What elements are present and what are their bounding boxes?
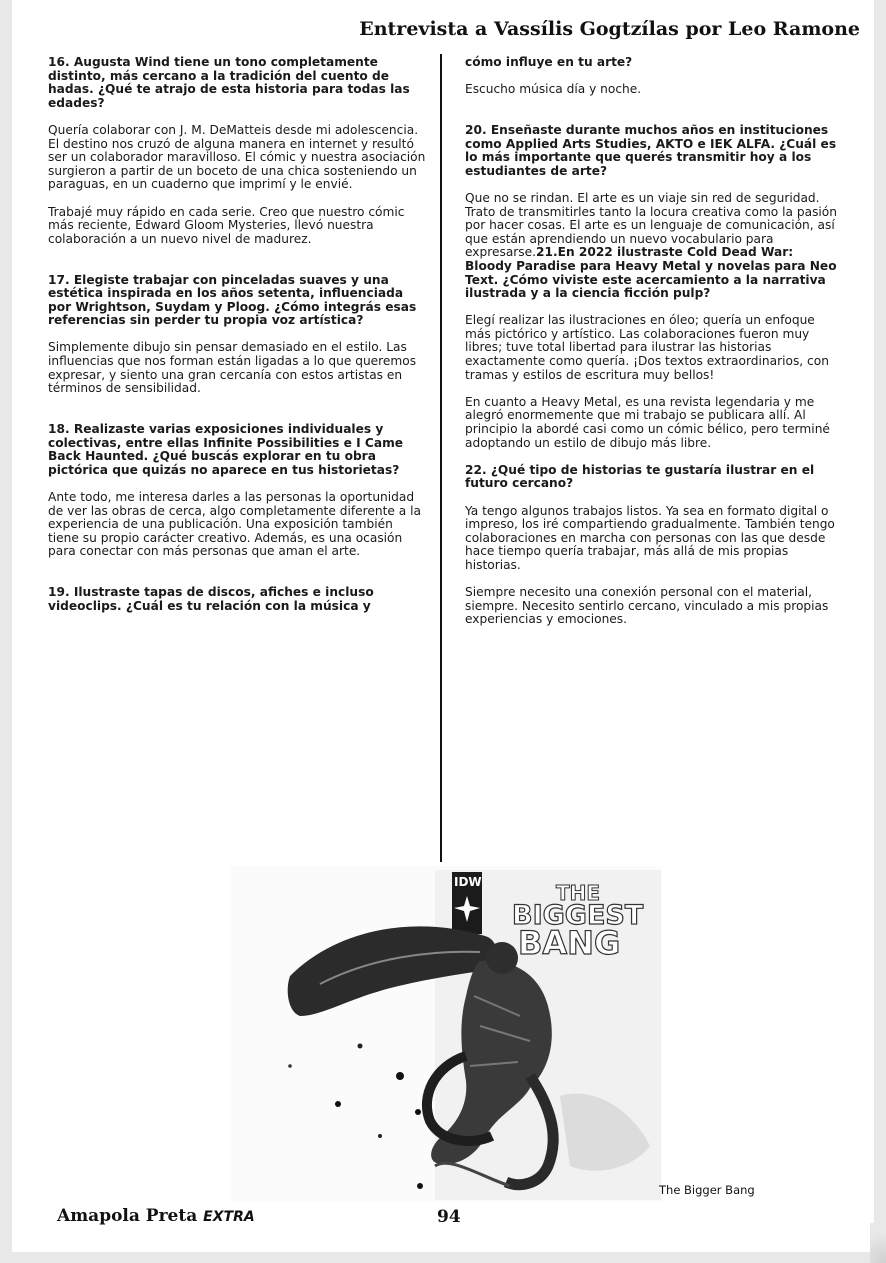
brand-extra: EXTRA xyxy=(203,1209,255,1225)
answer-21-paragraph-2: En cuanto a Heavy Metal, es una revista legendaria y me alegró enormemente que mi trabajo se publicara allí. Al principio la abordé casi como un cómic bélico, pero terminé adoptando un estilo de dibujo más libre. xyxy=(465,394,830,450)
answer-17: Simplemente dibujo sin pensar demasiado en el estilo. Las influencias que nos forman están ligadas a lo que queremos expresar, y siento una gran cercanía con estos artistas en términos de sensibilidad. xyxy=(48,340,417,396)
page-number: 94 xyxy=(437,1207,461,1227)
question-18: 18. Realizaste varias exposiciones individuales y colectivas, entre ellas Infinite Possibilities e I Came Back Haunted. ¿Qué buscás explorar en tu obra pictórica que quizás no aparece en tus historietas? xyxy=(48,422,404,477)
answer-21-paragraph-1: Elegí realizar las ilustraciones en óleo; quería un enfoque más pictórico y artístico. Las colaboraciones fueron muy libres; tuve total libertad para ilustrar las historias exactamente como quería. ¡Dos textos extraordinarios, con tramas y estilos de escritura muy bellos! xyxy=(465,313,829,382)
brand-name: Amapola Preta xyxy=(57,1206,198,1226)
article-header-title: Entrevista a Vassílis Gogtzílas por Leo Ramone xyxy=(359,18,860,40)
magazine-page xyxy=(12,0,874,1252)
cover-title-line-1: THE xyxy=(556,881,601,905)
right-column xyxy=(465,56,841,627)
question-17: 17. Elegiste trabajar con pinceladas suaves y una estética inspirada en los años setenta, influenciada por Wrightson, Suydam y Ploog. ¿Cómo integrás esas referencias sin perder tu propia voz artística? xyxy=(48,272,417,328)
magazine-brand xyxy=(57,1206,255,1226)
question-21: 21.En 2022 ilustraste Cold Dead War: Bloody Paradise para Heavy Metal y novelas para Neo Text. ¿Cómo viviste este acercamiento a la narrativa ilustrada y a la ciencia ficción pulp? xyxy=(465,245,837,301)
publisher-logo-text: IDW xyxy=(454,875,482,889)
question-20: 20. Enseñaste durante muchos años en instituciones como Applied Arts Studies, AKTO e IEK ALFA. ¿Cuál es lo más importante que querés transmitir hoy a los estudiantes de arte? xyxy=(465,122,837,178)
answer-22-paragraph-1: Ya tengo algunos trabajos listos. Ya sea en formato digital o impreso, los iré compartiendo gradualmente. También tengo colaboraciones en marcha con personas con las que desde hace tiempo quería trabajar, más allá de mis propias historias. xyxy=(465,503,835,572)
comic-cover-illustration xyxy=(230,866,662,1202)
cover-title-line-2: BIGGEST xyxy=(512,900,644,931)
page-curl-shadow xyxy=(870,1223,886,1263)
question-22: 22. ¿Qué tipo de historias te gustaría ilustrar en el futuro cercano? xyxy=(465,462,815,491)
comic-cover-image xyxy=(230,866,662,1202)
answer-20-text: Que no se rindan. El arte es un viaje sin red de seguridad. Trato de transmitirles tanto la locura creativa como la pasión por hacer cosas. El arte es un lenguaje de comunicación, así que están aprendiendo un nuevo vocabulario para expresarse. xyxy=(465,190,837,260)
answer-22-paragraph-2: Siempre necesito una conexión personal con el material, siempre. Necesito sentirlo cercano, vinculado a mis propias experiencias y emociones. xyxy=(465,585,829,627)
question-16: 16. Augusta Wind tiene un tono completamente distinto, más cercano a la tradición del cuento de hadas. ¿Qué te atrajo de esta historia para todas las edades? xyxy=(48,55,410,110)
figure-head xyxy=(486,942,518,974)
answer-19: Escucho música día y noche. xyxy=(465,82,642,97)
image-caption: The Bigger Bang xyxy=(659,1183,755,1197)
question-19: 19. Ilustraste tapas de discos, afiches e incluso videoclips. ¿Cuál es tu relación con la música y xyxy=(48,585,374,613)
answer-16-paragraph-1: Quería colaborar con J. M. DeMatteis desde mi adolescencia. El destino nos cruzó de alguna manera en internet y resultó ser un colaborador maravilloso. El cómic y nuestra asociación surgieron a partir de un boceto de una chica sosteniendo un paraguas, en un cuaderno que imprimí y le envié. xyxy=(48,122,426,192)
answer-20 xyxy=(465,192,841,301)
left-column xyxy=(48,56,426,613)
answer-18: Ante todo, me interesa darles a las personas la oportunidad de ver las obras de cerca, algo completamente diferente a la experiencia de una publicación. Una exposición también tiene su propio carácter creativo. Además, es una ocasión para conectar con más personas que aman el arte. xyxy=(48,490,421,559)
cover-title-line-3: BANG xyxy=(518,924,621,962)
answer-16-paragraph-2: Trabajé muy rápido en cada serie. Creo que nuestro cómic más reciente, Edward Gloom Mysteries, llevó nuestra colaboración a un nuevo nivel de madurez. xyxy=(48,204,405,246)
column-divider xyxy=(440,54,442,862)
question-19-continued: cómo influye en tu arte? xyxy=(465,55,633,69)
